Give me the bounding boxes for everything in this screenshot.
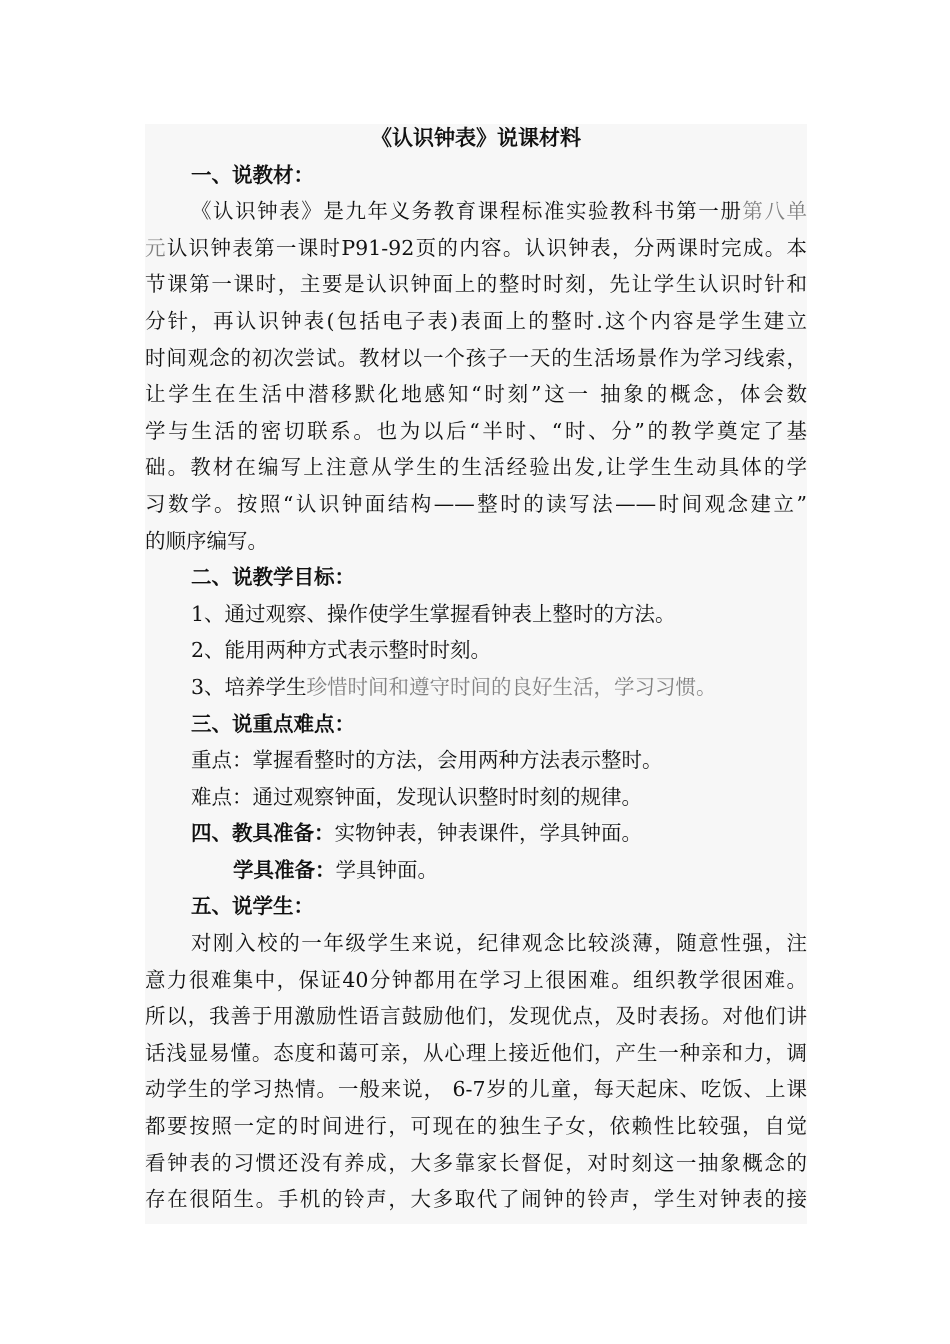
section-1-line-2 xyxy=(145,230,807,267)
section-1-line-2-gray: 元 xyxy=(145,235,167,260)
section-5-line-8: 存在很陌生。手机的铃声，大多取代了闹钟的铃声，学生对钟表的接 xyxy=(145,1187,807,1212)
section-4-heading: 四、教具准备： xyxy=(191,821,335,846)
section-5-line-2: 意力很难集中，保证40分钟都用在学习上很困难。组织教学很困难。 xyxy=(145,967,807,992)
goal-3-gray: 珍惜时间和遵守时间的良好生活，学习习惯。 xyxy=(306,674,717,699)
section-4-sub-text: 学具钟面。 xyxy=(335,857,438,882)
section-3-heading: 三、说重点难点： xyxy=(191,711,355,736)
section-1-line-5: 时间观念的初次尝试。教材以一个孩子一天的生活场景作为学习线索， xyxy=(145,345,807,370)
section-1-line-1-text: 《认识钟表》是九年义务教育课程标准实验教科书第一册 xyxy=(191,199,743,224)
goal-2: 2、能用两种方式表示整时时刻。 xyxy=(191,638,492,663)
section-5-line-7: 看钟表的习惯还没有养成，大多靠家长督促，对时刻这一抽象概念的 xyxy=(145,1150,807,1175)
section-1-line-8: 础。教材在编写上注意从学生的生活经验出发,让学生生动具体的学 xyxy=(145,455,807,480)
section-1-line-6: 让学生在生活中潜移默化地感知“时刻”这一 抽象的概念，体会数 xyxy=(145,382,807,407)
goal-1: 1、通过观察、操作使学生掌握看钟表上整时的方法。 xyxy=(191,601,676,626)
section-1-line-1-gray: 第八单 xyxy=(742,199,808,224)
section-5-line-4: 话浅显易懂。态度和蔼可亲，从心理上接近他们，产生一种亲和力，调 xyxy=(145,1040,807,1065)
section-1-line-9: 习数学。按照“认识钟面结构——整时的读写法——时间观念建立” xyxy=(145,491,807,516)
goal-3-text: 3、培养学生 xyxy=(191,674,307,699)
key-point: 重点：掌握看整时的方法，会用两种方法表示整时。 xyxy=(191,748,663,773)
section-4-text: 实物钟表，钟表课件，学具钟面。 xyxy=(334,821,642,846)
section-1-heading: 一、说教材： xyxy=(191,162,314,187)
difficult-point: 难点：通过观察钟面，发现认识整时时刻的规律。 xyxy=(191,784,642,809)
section-1-line-4: 分针，再认识钟表(包括电子表)表面上的整时.这个内容是学生建立 xyxy=(145,308,807,333)
section-5-line-5: 动学生的学习热情。一般来说， 6-7岁的儿童，每天起床、吃饭、上课 xyxy=(145,1077,807,1102)
section-5-heading: 五、说学生： xyxy=(191,894,314,919)
goal-3 xyxy=(145,669,807,706)
document-title: 《认识钟表》说课材料 xyxy=(371,125,581,150)
document-content xyxy=(145,120,807,1218)
section-1-line-7: 学与生活的密切联系。也为以后“半时、“时、分”的教学奠定了基 xyxy=(145,418,807,443)
section-5-line-3: 所以，我善于用激励性语言鼓励他们，发现优点，及时表扬。对他们讲 xyxy=(145,1004,807,1029)
section-4-sub-line xyxy=(145,852,807,889)
section-2-heading: 二、说教学目标： xyxy=(191,565,355,590)
section-4-line xyxy=(145,815,807,852)
section-1-line-3: 节课第一课时，主要是认识钟面上的整时时刻，先让学生认识时针和 xyxy=(145,272,807,297)
section-1-line-1 xyxy=(145,193,807,230)
section-5-line-6: 都要按照一定的时间进行，可现在的独生子女，依赖性比较强，自觉 xyxy=(145,1114,807,1139)
section-1-line-10: 的顺序编写。 xyxy=(145,528,268,553)
section-1-line-2-text: 认识钟表第一课时P91-92页的内容。认识钟表，分两课时完成。本 xyxy=(166,235,808,260)
section-5-line-1: 对刚入校的一年级学生来说，纪律观念比较淡薄，随意性强，注 xyxy=(191,931,807,956)
section-4-sub-heading: 学具准备： xyxy=(233,857,336,882)
